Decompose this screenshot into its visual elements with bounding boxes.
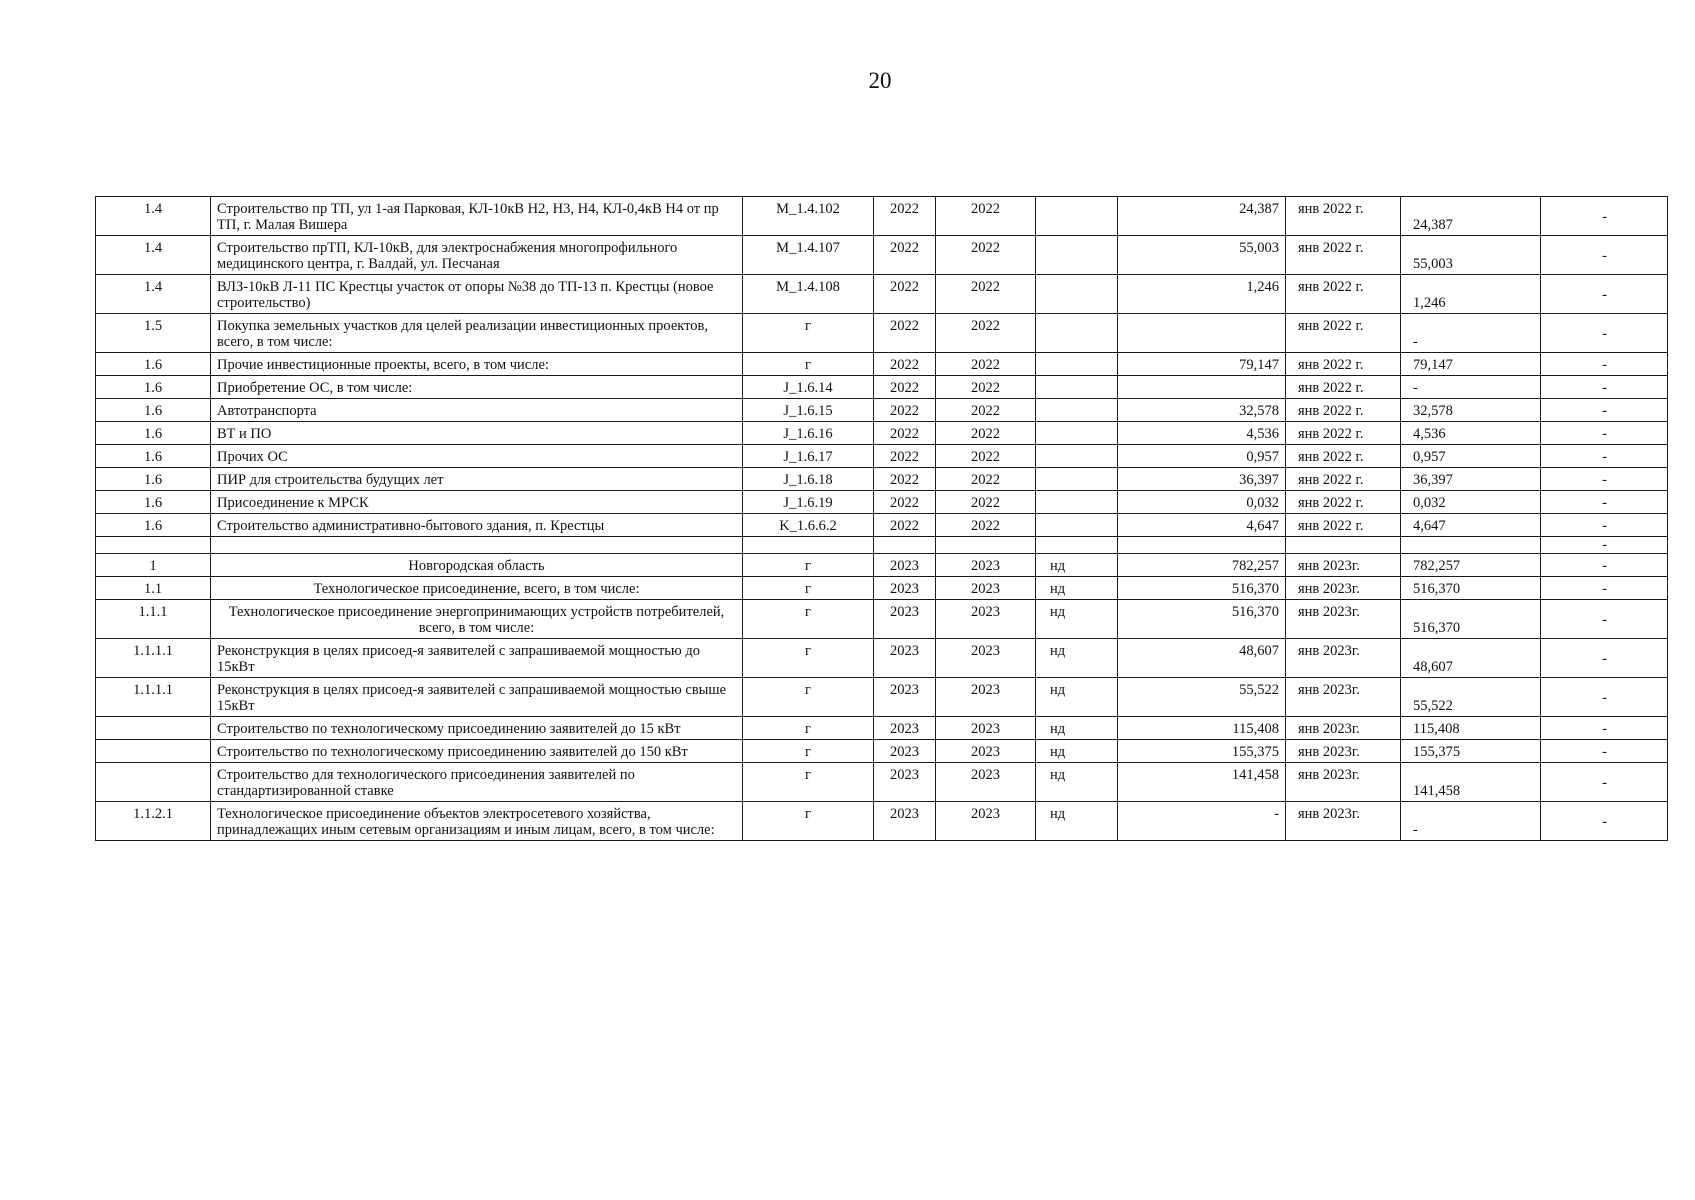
end-year: 2022 (936, 422, 1036, 445)
price-date: янв 2023г. (1286, 554, 1401, 577)
end-year: 2023 (936, 554, 1036, 577)
nd-mark: нд (1036, 639, 1118, 678)
project-name: Строительство административно-бытового здания, п. Крестцы (211, 514, 743, 537)
row-number (96, 740, 211, 763)
end-year: 2022 (936, 353, 1036, 376)
financing-value: 0,032 (1401, 491, 1541, 514)
table-row (96, 445, 1668, 468)
project-name: Присоединение к МРСК (211, 491, 743, 514)
row-number: 1.1.2.1 (96, 802, 211, 841)
financing-value: 4,647 (1401, 514, 1541, 537)
price-date: янв 2022 г. (1286, 491, 1401, 514)
remaining-value: - (1541, 445, 1668, 468)
row-number: 1.6 (96, 445, 211, 468)
table-row (96, 399, 1668, 422)
nd-mark: нд (1036, 678, 1118, 717)
table-row (96, 763, 1668, 802)
nd-mark: нд (1036, 554, 1118, 577)
start-year (874, 537, 936, 554)
start-year: 2023 (874, 740, 936, 763)
nd-mark (1036, 491, 1118, 514)
financing-value: 4,536 (1401, 422, 1541, 445)
row-number: 1.1.1.1 (96, 639, 211, 678)
project-name: Приобретение ОС, в том числе: (211, 376, 743, 399)
project-code: г (743, 740, 874, 763)
start-year: 2022 (874, 422, 936, 445)
remaining-value: - (1541, 600, 1668, 639)
project-name: Реконструкция в целях присоед-я заявителей с запрашиваемой мощностью свыше 15кВт (211, 678, 743, 717)
price-date: янв 2022 г. (1286, 468, 1401, 491)
price-date: янв 2023г. (1286, 678, 1401, 717)
price-date: янв 2023г. (1286, 639, 1401, 678)
cost-value: - (1118, 802, 1286, 841)
project-code: K_1.6.6.2 (743, 514, 874, 537)
cost-value (1118, 314, 1286, 353)
project-name: Прочие инвестиционные проекты, всего, в том числе: (211, 353, 743, 376)
project-name: ВТ и ПО (211, 422, 743, 445)
cost-value: 115,408 (1118, 717, 1286, 740)
remaining-value: - (1541, 554, 1668, 577)
table-row (96, 422, 1668, 445)
cost-value: 782,257 (1118, 554, 1286, 577)
project-name: Строительство по технологическому присоединению заявителей до 150 кВт (211, 740, 743, 763)
table-row (96, 600, 1668, 639)
price-date: янв 2023г. (1286, 717, 1401, 740)
project-name: Технологическое присоединение объектов электросетевого хозяйства, принадлежащих иным сетевым организациям и иным лицам, всего, в том числе: (211, 802, 743, 841)
end-year: 2023 (936, 678, 1036, 717)
remaining-value: - (1541, 468, 1668, 491)
project-code: г (743, 353, 874, 376)
start-year: 2022 (874, 445, 936, 468)
project-code (743, 537, 874, 554)
row-number (96, 717, 211, 740)
price-date: янв 2022 г. (1286, 275, 1401, 314)
price-date: янв 2022 г. (1286, 399, 1401, 422)
table-row (96, 514, 1668, 537)
cost-value: 55,003 (1118, 236, 1286, 275)
row-number: 1.1.1.1 (96, 678, 211, 717)
start-year: 2023 (874, 763, 936, 802)
table-row (96, 554, 1668, 577)
cost-value: 32,578 (1118, 399, 1286, 422)
project-code: г (743, 763, 874, 802)
start-year: 2022 (874, 275, 936, 314)
row-number: 1.6 (96, 399, 211, 422)
financing-value: - (1401, 376, 1541, 399)
page-number: 20 (868, 68, 892, 93)
financing-value (1401, 537, 1541, 554)
table-row (96, 537, 1668, 554)
project-name: Автотранспорта (211, 399, 743, 422)
project-code: J_1.6.17 (743, 445, 874, 468)
table-row (96, 376, 1668, 399)
project-code: г (743, 678, 874, 717)
row-number: 1.6 (96, 422, 211, 445)
nd-mark: нд (1036, 802, 1118, 841)
price-date: янв 2022 г. (1286, 445, 1401, 468)
financing-value: 24,387 (1401, 197, 1541, 236)
remaining-value: - (1541, 678, 1668, 717)
price-date (1286, 537, 1401, 554)
price-date: янв 2023г. (1286, 802, 1401, 841)
row-number (96, 763, 211, 802)
remaining-value: - (1541, 376, 1668, 399)
table-row (96, 639, 1668, 678)
project-code: J_1.6.19 (743, 491, 874, 514)
nd-mark: нд (1036, 577, 1118, 600)
table-row (96, 740, 1668, 763)
remaining-value: - (1541, 422, 1668, 445)
financing-value: 141,458 (1401, 763, 1541, 802)
project-name: Покупка земельных участков для целей реализации инвестиционных проектов, всего, в том числе: (211, 314, 743, 353)
row-number: 1.6 (96, 491, 211, 514)
project-name (211, 537, 743, 554)
remaining-value: - (1541, 236, 1668, 275)
row-number: 1.1 (96, 577, 211, 600)
end-year: 2022 (936, 491, 1036, 514)
table-row (96, 678, 1668, 717)
cost-value: 48,607 (1118, 639, 1286, 678)
remaining-value: - (1541, 577, 1668, 600)
project-code: г (743, 554, 874, 577)
row-number: 1.4 (96, 197, 211, 236)
end-year: 2022 (936, 275, 1036, 314)
remaining-value: - (1541, 514, 1668, 537)
cost-value: 0,957 (1118, 445, 1286, 468)
nd-mark (1036, 376, 1118, 399)
cost-value: 155,375 (1118, 740, 1286, 763)
end-year: 2022 (936, 376, 1036, 399)
table-row (96, 275, 1668, 314)
project-code: M_1.4.107 (743, 236, 874, 275)
start-year: 2022 (874, 353, 936, 376)
table-row (96, 491, 1668, 514)
remaining-value: - (1541, 275, 1668, 314)
cost-value: 141,458 (1118, 763, 1286, 802)
project-code: г (743, 717, 874, 740)
row-number: 1.4 (96, 236, 211, 275)
price-date: янв 2022 г. (1286, 514, 1401, 537)
start-year: 2022 (874, 376, 936, 399)
price-date: янв 2023г. (1286, 600, 1401, 639)
row-number: 1 (96, 554, 211, 577)
start-year: 2023 (874, 717, 936, 740)
nd-mark: нд (1036, 717, 1118, 740)
cost-value (1118, 537, 1286, 554)
remaining-value: - (1541, 197, 1668, 236)
cost-value: 516,370 (1118, 600, 1286, 639)
financing-value: 79,147 (1401, 353, 1541, 376)
end-year: 2022 (936, 468, 1036, 491)
row-number: 1.4 (96, 275, 211, 314)
project-name: Строительство по технологическому присоединению заявителей до 15 кВт (211, 717, 743, 740)
project-name: Строительство прТП, КЛ-10кВ, для электроснабжения многопрофильного медицинского центра, г. Валдай, ул. Песчаная (211, 236, 743, 275)
end-year: 2022 (936, 399, 1036, 422)
row-number: 1.6 (96, 468, 211, 491)
financing-value: 0,957 (1401, 445, 1541, 468)
start-year: 2022 (874, 399, 936, 422)
end-year: 2022 (936, 514, 1036, 537)
remaining-value: - (1541, 399, 1668, 422)
remaining-value: - (1541, 717, 1668, 740)
project-name: Строительство для технологического присоединения заявителей по стандартизированной ставке (211, 763, 743, 802)
project-code: M_1.4.108 (743, 275, 874, 314)
project-name: Прочих ОС (211, 445, 743, 468)
end-year: 2022 (936, 445, 1036, 468)
price-date: янв 2022 г. (1286, 422, 1401, 445)
financing-value: 782,257 (1401, 554, 1541, 577)
project-name: ВЛЗ-10кВ Л-11 ПС Крестцы участок от опоры №38 до ТП-13 п. Крестцы (новое строительство) (211, 275, 743, 314)
price-date: янв 2022 г. (1286, 236, 1401, 275)
nd-mark (1036, 468, 1118, 491)
project-code: J_1.6.15 (743, 399, 874, 422)
table-row (96, 802, 1668, 841)
table-row (96, 468, 1668, 491)
remaining-value: - (1541, 639, 1668, 678)
cost-value: 79,147 (1118, 353, 1286, 376)
end-year: 2022 (936, 197, 1036, 236)
table-row (96, 717, 1668, 740)
financing-value: 55,522 (1401, 678, 1541, 717)
end-year: 2023 (936, 577, 1036, 600)
price-date: янв 2022 г. (1286, 197, 1401, 236)
nd-mark (1036, 314, 1118, 353)
row-number: 1.6 (96, 376, 211, 399)
financing-value: 115,408 (1401, 717, 1541, 740)
table-row (96, 314, 1668, 353)
project-code: г (743, 639, 874, 678)
nd-mark: нд (1036, 740, 1118, 763)
start-year: 2023 (874, 639, 936, 678)
table-body (96, 197, 1668, 841)
end-year: 2023 (936, 802, 1036, 841)
cost-value: 4,647 (1118, 514, 1286, 537)
project-code: J_1.6.16 (743, 422, 874, 445)
project-code: г (743, 314, 874, 353)
start-year: 2022 (874, 197, 936, 236)
financing-value: 36,397 (1401, 468, 1541, 491)
end-year: 2023 (936, 717, 1036, 740)
row-number: 1.5 (96, 314, 211, 353)
table-row (96, 577, 1668, 600)
price-date: янв 2023г. (1286, 740, 1401, 763)
start-year: 2022 (874, 514, 936, 537)
nd-mark: нд (1036, 763, 1118, 802)
cost-value: 55,522 (1118, 678, 1286, 717)
remaining-value: - (1541, 491, 1668, 514)
cost-value: 0,032 (1118, 491, 1286, 514)
project-code: г (743, 802, 874, 841)
nd-mark (1036, 514, 1118, 537)
start-year: 2023 (874, 577, 936, 600)
financing-value: 55,003 (1401, 236, 1541, 275)
project-name: Строительство пр ТП, ул 1-ая Парковая, КЛ-10кВ Н2, Н3, Н4, КЛ-0,4кВ Н4 от пр ТП, г. Малая Вишера (211, 197, 743, 236)
price-date: янв 2022 г. (1286, 376, 1401, 399)
end-year: 2022 (936, 314, 1036, 353)
remaining-value: - (1541, 314, 1668, 353)
price-date: янв 2022 г. (1286, 314, 1401, 353)
project-name: ПИР для строительства будущих лет (211, 468, 743, 491)
price-date: янв 2023г. (1286, 763, 1401, 802)
end-year: 2023 (936, 639, 1036, 678)
start-year: 2023 (874, 678, 936, 717)
nd-mark (1036, 537, 1118, 554)
financing-value: 48,607 (1401, 639, 1541, 678)
nd-mark (1036, 275, 1118, 314)
row-number: 1.1.1 (96, 600, 211, 639)
nd-mark (1036, 422, 1118, 445)
remaining-value: - (1541, 740, 1668, 763)
start-year: 2022 (874, 236, 936, 275)
end-year: 2022 (936, 236, 1036, 275)
row-number: 1.6 (96, 353, 211, 376)
price-date: янв 2023г. (1286, 577, 1401, 600)
start-year: 2023 (874, 554, 936, 577)
project-code: J_1.6.14 (743, 376, 874, 399)
price-date: янв 2022 г. (1286, 353, 1401, 376)
project-name: Технологическое присоединение энергопринимающих устройств потребителей, всего, в том числе: (211, 600, 743, 639)
nd-mark (1036, 399, 1118, 422)
financing-value: 32,578 (1401, 399, 1541, 422)
project-code: г (743, 600, 874, 639)
project-code: M_1.4.102 (743, 197, 874, 236)
start-year: 2022 (874, 491, 936, 514)
start-year: 2023 (874, 802, 936, 841)
end-year: 2023 (936, 763, 1036, 802)
financing-value: 155,375 (1401, 740, 1541, 763)
cost-value: 4,536 (1118, 422, 1286, 445)
nd-mark: нд (1036, 600, 1118, 639)
cost-value: 24,387 (1118, 197, 1286, 236)
project-name: Новгородская область (211, 554, 743, 577)
cost-value (1118, 376, 1286, 399)
table-row (96, 353, 1668, 376)
end-year (936, 537, 1036, 554)
start-year: 2022 (874, 468, 936, 491)
end-year: 2023 (936, 740, 1036, 763)
financing-value: - (1401, 314, 1541, 353)
row-number (96, 537, 211, 554)
project-code: г (743, 577, 874, 600)
remaining-value: - (1541, 537, 1668, 554)
remaining-value: - (1541, 353, 1668, 376)
project-code: J_1.6.18 (743, 468, 874, 491)
end-year: 2023 (936, 600, 1036, 639)
nd-mark (1036, 197, 1118, 236)
cost-value: 1,246 (1118, 275, 1286, 314)
start-year: 2023 (874, 600, 936, 639)
remaining-value: - (1541, 802, 1668, 841)
investment-table (95, 196, 1668, 841)
financing-value: 516,370 (1401, 600, 1541, 639)
table-row (96, 236, 1668, 275)
nd-mark (1036, 353, 1118, 376)
row-number: 1.6 (96, 514, 211, 537)
nd-mark (1036, 236, 1118, 275)
cost-value: 516,370 (1118, 577, 1286, 600)
project-name: Технологическое присоединение, всего, в том числе: (211, 577, 743, 600)
financing-value: 1,246 (1401, 275, 1541, 314)
project-name: Реконструкция в целях присоед-я заявителей с запрашиваемой мощностью до 15кВт (211, 639, 743, 678)
remaining-value: - (1541, 763, 1668, 802)
start-year: 2022 (874, 314, 936, 353)
financing-value: - (1401, 802, 1541, 841)
cost-value: 36,397 (1118, 468, 1286, 491)
nd-mark (1036, 445, 1118, 468)
table-row (96, 197, 1668, 236)
financing-value: 516,370 (1401, 577, 1541, 600)
